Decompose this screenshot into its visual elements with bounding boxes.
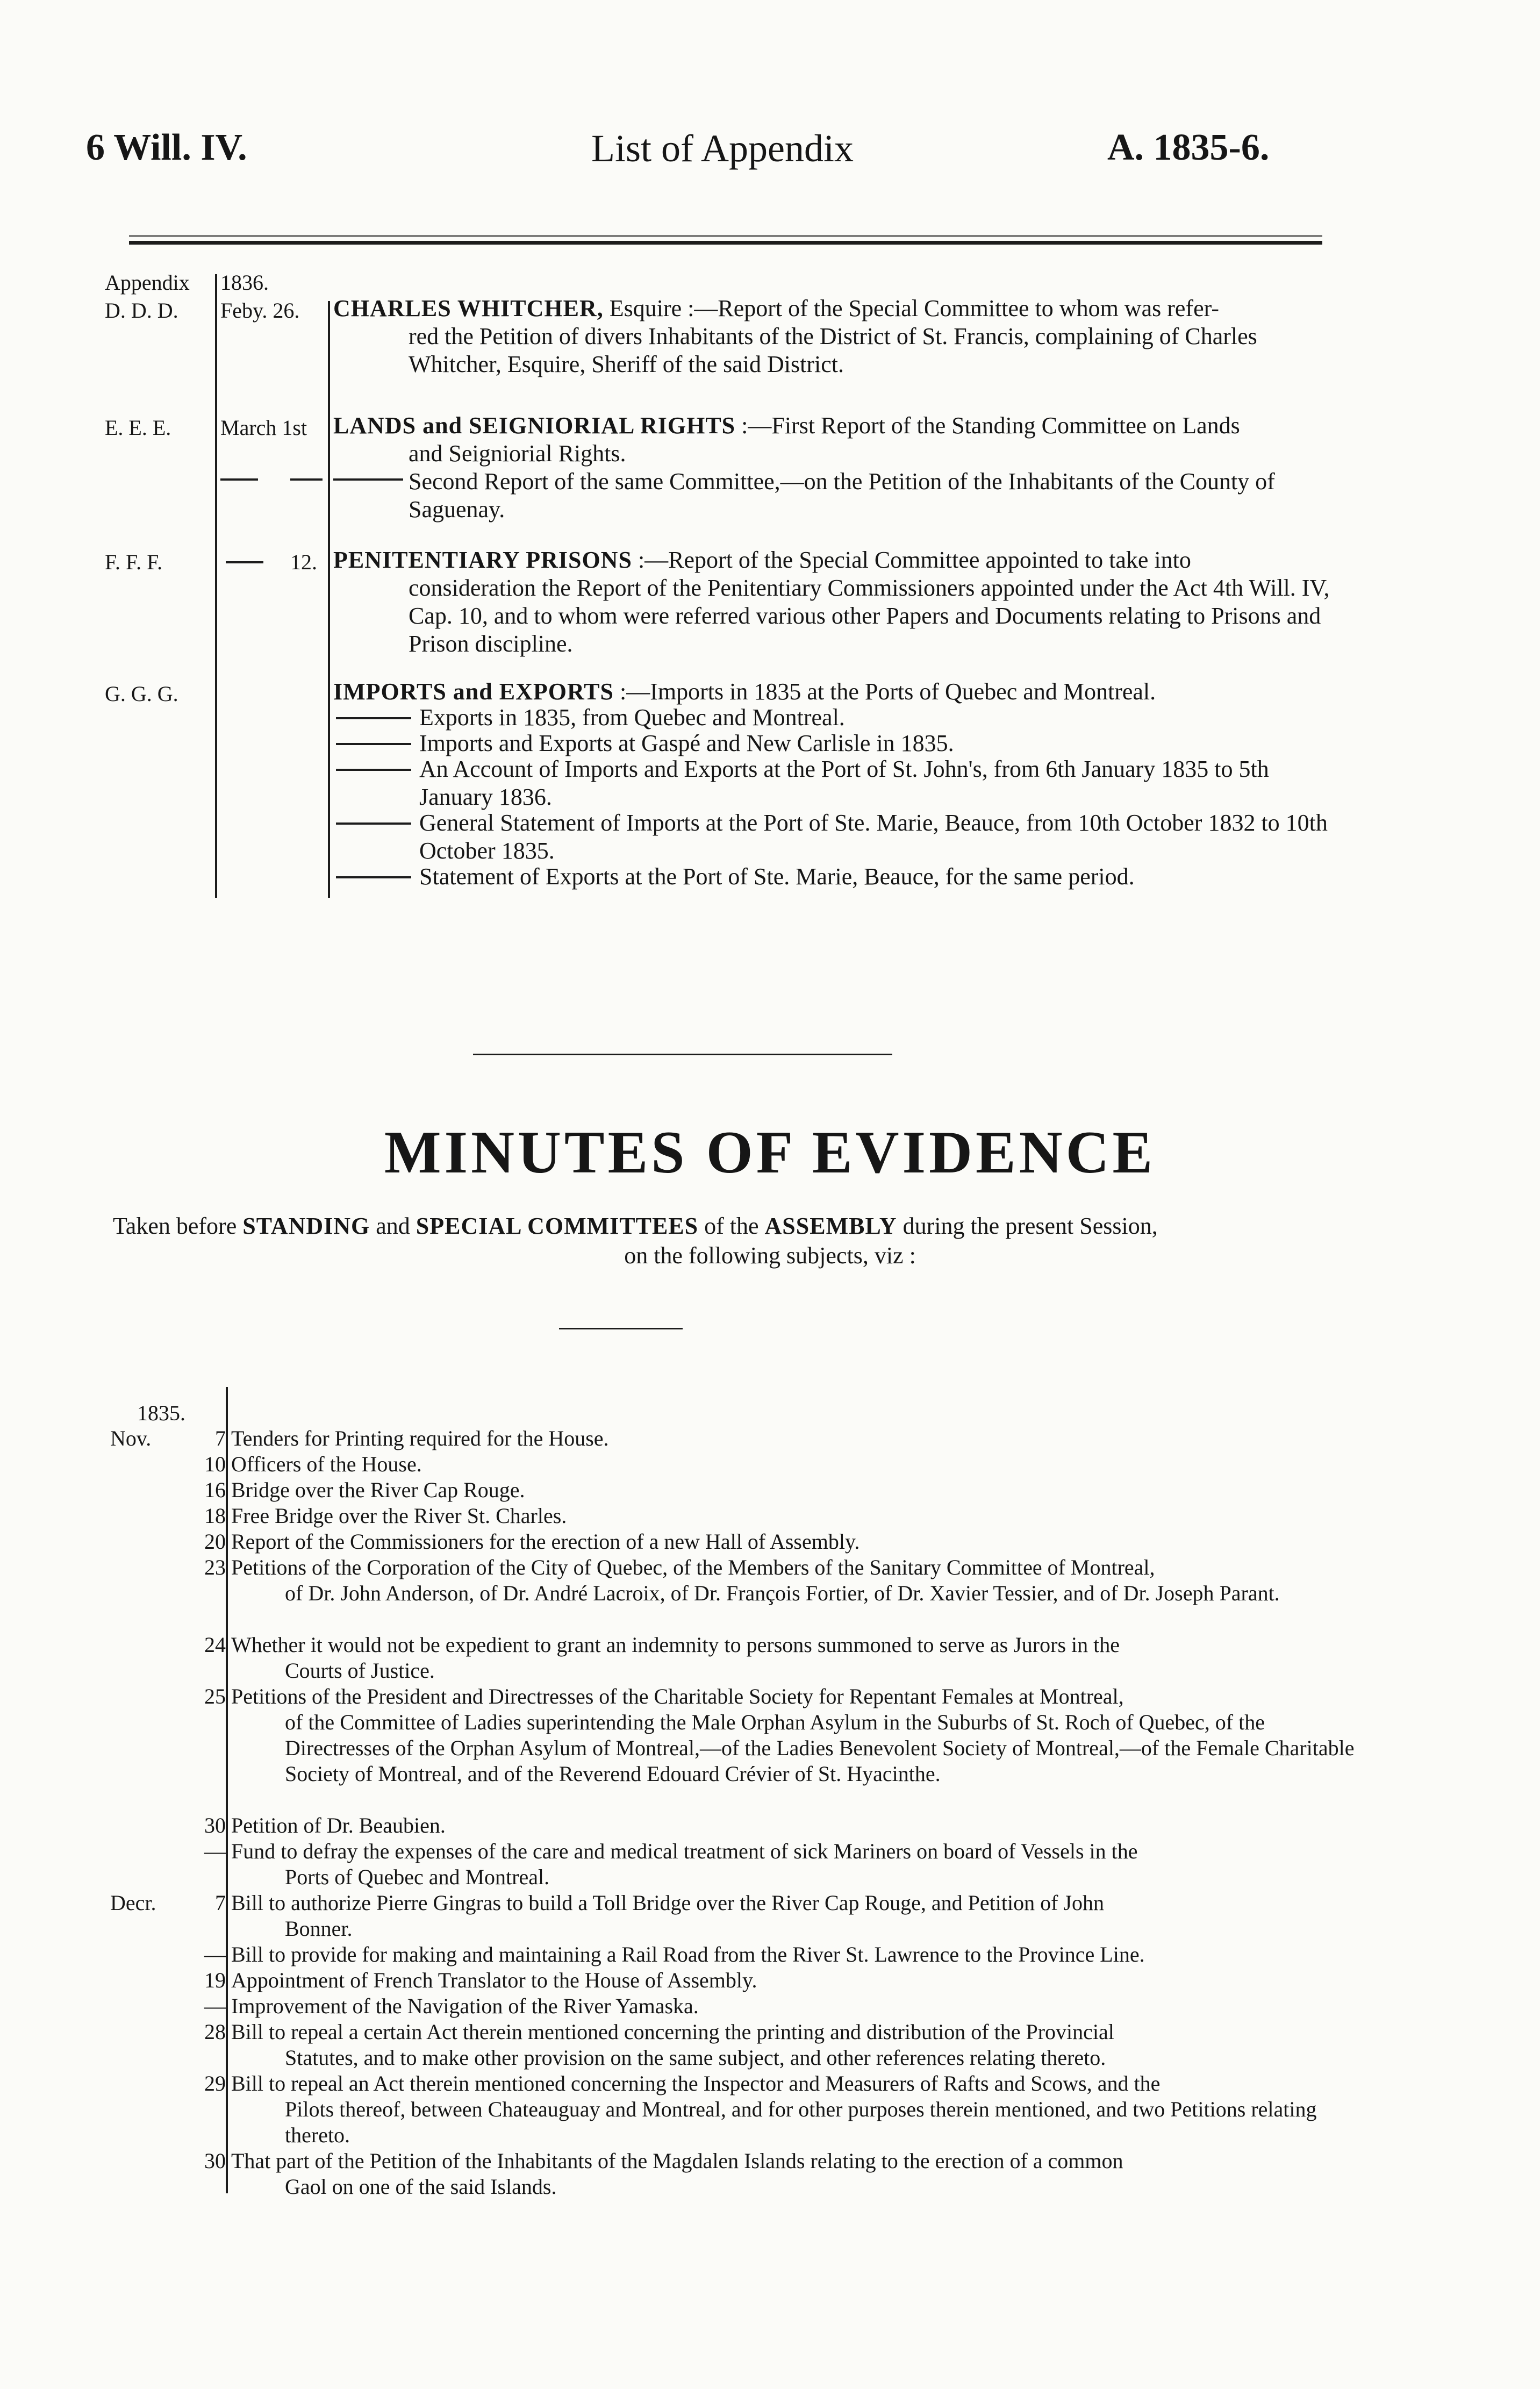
entry-text-cont: Pilots thereof, between Chateauguay and Montreal, and for other purposes therein mentioned, and two Petitions relating thereto. <box>285 2097 1317 2147</box>
entry-day: 7 <box>215 1891 226 1915</box>
subtitle-bold: STANDING <box>242 1213 370 1239</box>
subtitle-bold: SPECIAL COMMITTEES <box>416 1213 699 1239</box>
entry-day: 20 <box>204 1529 226 1554</box>
appendix-item-text-cont: red the Petition of divers Inhabitants of the District of St. Francis, complaining of Charles Whitcher, Esquire, Sheriff of the said District. <box>409 323 1257 377</box>
entry-text-cont: Bonner. <box>285 1916 353 1941</box>
entry-text-cont: Courts of Justice. <box>285 1658 435 1683</box>
entry-text: Petitions of the Corporation of the City of Quebec, of the Members of the Sanitary Committee of Montreal, <box>231 1555 1155 1579</box>
entry-day: — <box>204 1942 226 1966</box>
appendix-item-text: Esquire :—Report of the Special Committee to whom was refer- <box>603 295 1220 321</box>
appendix-code: D. D. D. <box>105 298 178 323</box>
appendix-item <box>333 412 1344 524</box>
appendix-subitem: Second Report of the same Committee,—on the Petition of the Inhabitants of the County of Saguenay. <box>409 468 1275 523</box>
subtitle-text: and <box>370 1213 416 1239</box>
subtitle-text: of the <box>698 1213 765 1239</box>
entry-day: — <box>204 1839 226 1863</box>
entry-text-cont: Ports of Quebec and Montreal. <box>285 1865 550 1889</box>
entry-text: Whether it would not be expedient to grant an indemnity to persons summoned to serve as Jurors in the <box>231 1633 1120 1657</box>
appendix-subitem: General Statement of Imports at the Port of Ste. Marie, Beauce, from 10th October 1832 to 10th October 1835. <box>419 810 1328 864</box>
appendix-column-rule-2 <box>328 301 330 898</box>
appendix-code: G. G. G. <box>105 682 178 706</box>
subtitle-text: Taken before <box>113 1213 243 1239</box>
subtitle-text: during the present Session, <box>897 1213 1158 1239</box>
appendix-subitem: Imports and Exports at Gaspé and New Carlisle in 1835. <box>419 730 954 756</box>
appendix-column-label: Appendix <box>105 270 190 295</box>
appendix-column-rule-1 <box>215 274 217 898</box>
ditto-dash <box>336 822 411 825</box>
entry-text-cont: of the Committee of Ladies superintending the Male Orphan Asylum in the Suburbs of St. Roch of Quebec, of the Directresses of the Orphan Asylum of Montreal,—of the Ladies Benevolent Society of Montreal,—of the Female Charitable Society of Montreal, and of the Reverend Edouard Crévier of St. Hyacinthe. <box>285 1710 1355 1786</box>
session-label: 6 Will. IV. <box>86 127 247 168</box>
entry-text: Officers of the House. <box>231 1452 422 1476</box>
entry-text-cont: of Dr. John Anderson, of Dr. André Lacroix, of Dr. François Fortier, of Dr. Xavier Tessier, and of Dr. Joseph Parant. <box>285 1581 1280 1605</box>
entry-day: 30 <box>204 2149 226 2173</box>
ditto-dash <box>336 743 411 745</box>
entry-day: 16 <box>204 1478 226 1502</box>
entry-text: Petition of Dr. Beaubien. <box>231 1813 446 1837</box>
entry-text: Appointment of French Translator to the House of Assembly. <box>231 1968 757 1992</box>
page-title: List of Appendix <box>591 127 854 170</box>
entry-text: Fund to defray the expenses of the care and medical treatment of sick Mariners on board of Vessels in the <box>231 1839 1138 1863</box>
ditto-dash <box>290 478 323 481</box>
ditto-dash <box>220 478 258 481</box>
appendix-date: Feby. 26. <box>220 298 300 323</box>
appendix-item-title: LANDS and SEIGNIORIAL RIGHTS <box>333 412 736 439</box>
entry-day: 25 <box>204 1684 226 1708</box>
appendix-year: 1836. <box>220 270 269 295</box>
entry-day: 7 <box>215 1426 226 1450</box>
appendix-date: March 1st <box>220 416 307 440</box>
entry-text: Bill to repeal an Act therein mentioned concerning the Inspector and Measurers of Rafts and Scows, and the <box>231 2071 1161 2095</box>
appendix-date: 12. <box>290 550 317 574</box>
entry-text: Bill to provide for making and maintaining a Rail Road from the River St. Lawrence to the Province Line. <box>231 1942 1145 1966</box>
entry-day: 19 <box>204 1968 226 1992</box>
entry-text-cont: Gaol on one of the said Islands. <box>285 2175 557 2199</box>
ditto-dash <box>226 561 263 563</box>
ditto-dash <box>333 478 403 481</box>
entry-month: Nov. <box>110 1426 152 1450</box>
appendix-subitem: Statement of Exports at the Port of Ste. Marie, Beauce, for the same period. <box>419 863 1135 890</box>
appendix-item <box>333 295 1344 378</box>
appendix-item <box>333 678 1344 706</box>
entry-day: 29 <box>204 2071 226 2095</box>
entry-month: Decr. <box>110 1891 156 1915</box>
entry-text: Bill to authorize Pierre Gingras to build a Toll Bridge over the River Cap Rouge, and Petition of John <box>231 1891 1104 1915</box>
section-divider <box>473 1054 892 1055</box>
header-rule-thick <box>129 241 1322 245</box>
appendix-item-title: PENITENTIARY PRISONS <box>333 547 632 573</box>
entry-day: 23 <box>204 1555 226 1579</box>
minutes-heading: MINUTES OF EVIDENCE <box>384 1119 1156 1186</box>
header-rule-thin <box>129 235 1322 237</box>
appendix-item-text: :—Report of the Special Committee appointed to take into <box>632 547 1191 573</box>
minutes-subtitle-line2: on the following subjects, viz : <box>624 1242 916 1269</box>
minutes-column-rule <box>226 1387 228 2193</box>
entry-text: Bill to repeal a certain Act therein mentioned concerning the printing and distribution of the Provincial <box>231 2020 1114 2044</box>
appendix-item-title: CHARLES WHITCHER, <box>333 295 604 321</box>
entry-text: Bridge over the River Cap Rouge. <box>231 1478 525 1502</box>
entry-text-cont: Statutes, and to make other provision on the same subject, and other references relating thereto. <box>285 2045 1106 2070</box>
minutes-year: 1835. <box>137 1401 185 1425</box>
entry-day: 24 <box>204 1633 226 1657</box>
appendix-item-text: :—First Report of the Standing Committee on Lands <box>735 412 1240 439</box>
section-divider <box>559 1328 683 1329</box>
appendix-code: F. F. F. <box>105 550 163 574</box>
appendix-item-title: IMPORTS and EXPORTS <box>333 678 614 705</box>
appendix-item-text-cont: and Seigniorial Rights. <box>409 440 626 467</box>
appendix-ref: A. 1835-6. <box>1107 127 1270 168</box>
subtitle-bold: ASSEMBLY <box>764 1213 897 1239</box>
ditto-dash <box>336 717 411 719</box>
appendix-item <box>333 546 1344 658</box>
entry-text: Improvement of the Navigation of the River Yamaska. <box>231 1994 699 2018</box>
entry-text: That part of the Petition of the Inhabitants of the Magdalen Islands relating to the erection of a common <box>231 2149 1123 2173</box>
appendix-code: E. E. E. <box>105 416 171 440</box>
entry-day: 30 <box>204 1813 226 1837</box>
entry-text: Report of the Commissioners for the erection of a new Hall of Assembly. <box>231 1529 860 1554</box>
entry-day: 10 <box>204 1452 226 1476</box>
entry-day: 28 <box>204 2020 226 2044</box>
ditto-dash <box>336 769 411 771</box>
appendix-item-text: :—Imports in 1835 at the Ports of Quebec and Montreal. <box>614 678 1156 705</box>
appendix-item-text-cont: consideration the Report of the Penitentiary Commissioners appointed under the Act 4th Will. IV, Cap. 10, and to whom were referred various other Papers and Documents relating to Prisons and Prison discipline. <box>409 575 1330 657</box>
minutes-subtitle <box>113 1212 1349 1240</box>
appendix-subitem: Exports in 1835, from Quebec and Montreal. <box>419 704 845 731</box>
appendix-subitem: An Account of Imports and Exports at the Port of St. John's, from 6th January 1835 to 5th January 1836. <box>419 756 1269 810</box>
entry-day: 18 <box>204 1504 226 1528</box>
ditto-dash <box>336 876 411 878</box>
entry-text: Petitions of the President and Directresses of the Charitable Society for Repentant Females at Montreal, <box>231 1684 1124 1708</box>
entry-text: Free Bridge over the River St. Charles. <box>231 1504 567 1528</box>
entry-day: — <box>204 1994 226 2018</box>
entry-text: Tenders for Printing required for the House. <box>231 1426 609 1450</box>
